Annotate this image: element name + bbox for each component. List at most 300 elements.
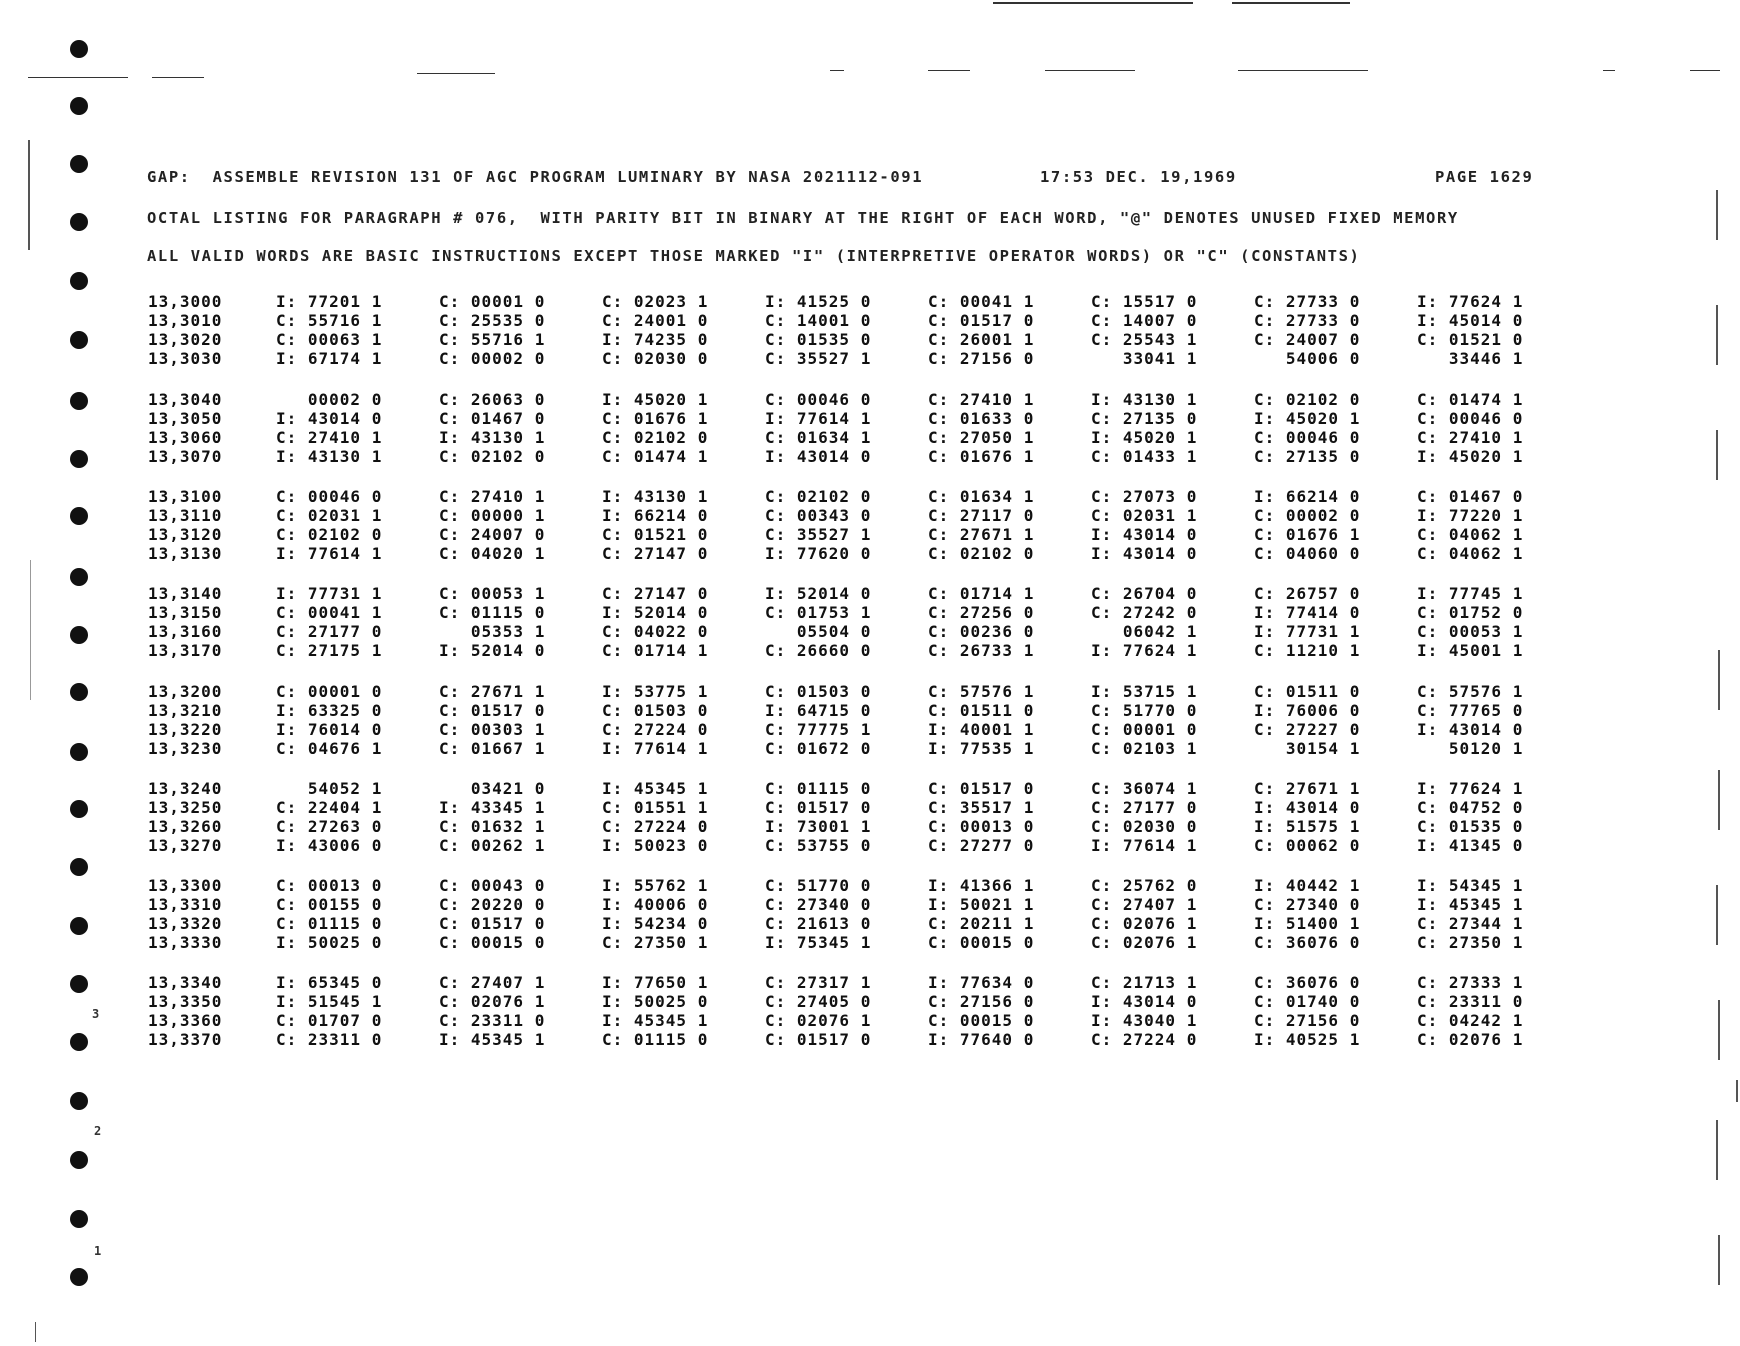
octal-word: C: 01672 0	[765, 739, 872, 758]
octal-word: C: 01752 0	[1417, 603, 1524, 622]
dash-mark	[1238, 70, 1368, 71]
octal-word: I: 76006 0	[1254, 701, 1361, 720]
octal-word: C: 00001 0	[1091, 720, 1198, 739]
octal-word: C: 04062 1	[1417, 544, 1524, 563]
octal-word: I: 77620 0	[765, 544, 872, 563]
left-margin-rule	[30, 560, 31, 700]
octal-word: C: 24007 0	[1254, 330, 1361, 349]
octal-word: C: 27175 1	[276, 641, 383, 660]
octal-word: C: 00236 0	[928, 622, 1035, 641]
octal-word: C: 00013 0	[276, 876, 383, 895]
listing-row	[148, 914, 1580, 933]
edge-tick	[1716, 1120, 1718, 1180]
octal-word: I: 77731 1	[1254, 622, 1361, 641]
octal-word: C: 00046 0	[1254, 428, 1361, 447]
listing-row	[148, 292, 1580, 311]
octal-word: I: 77614 1	[1091, 836, 1198, 855]
octal-word: I: 54345 1	[1417, 876, 1524, 895]
octal-word: C: 27147 0	[602, 584, 709, 603]
octal-word: C: 04062 1	[1417, 525, 1524, 544]
dash-mark	[152, 77, 204, 78]
listing-row	[148, 525, 1580, 544]
row-address: 13,3310	[148, 895, 223, 914]
octal-word: C: 27407 1	[1091, 895, 1198, 914]
dash-mark	[28, 77, 128, 78]
octal-word: C: 24007 0	[439, 525, 546, 544]
octal-word: C: 02102 0	[765, 487, 872, 506]
octal-word: I: 41366 1	[928, 876, 1035, 895]
sprocket-hole	[70, 272, 88, 290]
left-margin-rule	[28, 140, 30, 250]
octal-word: C: 20211 1	[928, 914, 1035, 933]
octal-word: I: 64715 0	[765, 701, 872, 720]
listing-row	[148, 330, 1580, 349]
page-number: PAGE 1629	[1435, 168, 1534, 186]
octal-word: C: 27410 1	[1417, 428, 1524, 447]
octal-word: I: 50021 1	[928, 895, 1035, 914]
row-address: 13,3320	[148, 914, 223, 933]
octal-word: C: 51770 0	[765, 876, 872, 895]
octal-word: C: 27263 0	[276, 817, 383, 836]
listing-row	[148, 992, 1580, 1011]
listing-row	[148, 701, 1580, 720]
dash-mark	[1603, 70, 1615, 71]
octal-word: C: 02102 0	[439, 447, 546, 466]
octal-word: C: 00002 0	[1254, 506, 1361, 525]
octal-word: 30154 1	[1254, 739, 1361, 758]
octal-word: 54006 0	[1254, 349, 1361, 368]
octal-word: 33446 1	[1417, 349, 1524, 368]
octal-word: C: 00053 1	[1417, 622, 1524, 641]
octal-word: 03421 0	[439, 779, 546, 798]
row-address: 13,3150	[148, 603, 223, 622]
row-address: 13,3060	[148, 428, 223, 447]
octal-word: C: 00001 0	[439, 292, 546, 311]
listing-row	[148, 409, 1580, 428]
octal-word: C: 01503 0	[602, 701, 709, 720]
octal-word: C: 27333 1	[1417, 973, 1524, 992]
row-address: 13,3270	[148, 836, 223, 855]
octal-word: I: 43130 1	[276, 447, 383, 466]
octal-word: C: 00013 0	[928, 817, 1035, 836]
edge-tick	[1718, 1000, 1720, 1060]
octal-word: I: 54234 0	[602, 914, 709, 933]
octal-word: I: 45345 1	[602, 1011, 709, 1030]
listing-row	[148, 311, 1580, 330]
octal-word: C: 27410 1	[439, 487, 546, 506]
dash-mark	[1690, 70, 1720, 71]
octal-word: I: 77624 1	[1091, 641, 1198, 660]
octal-word: C: 01714 1	[602, 641, 709, 660]
octal-word: C: 04242 1	[1417, 1011, 1524, 1030]
edge-tick	[1718, 1235, 1720, 1285]
octal-word: C: 01517 0	[765, 1030, 872, 1049]
sprocket-hole	[70, 1033, 88, 1051]
listing-row	[148, 487, 1580, 506]
octal-word: C: 01707 0	[276, 1011, 383, 1030]
sprocket-hole	[70, 213, 88, 231]
listing-row	[148, 544, 1580, 563]
octal-word: C: 02102 0	[1254, 390, 1361, 409]
octal-word: C: 11210 1	[1254, 641, 1361, 660]
octal-word: C: 36074 1	[1091, 779, 1198, 798]
edge-tick	[1718, 650, 1720, 710]
octal-word: C: 00063 1	[276, 330, 383, 349]
octal-word: C: 57576 1	[928, 682, 1035, 701]
octal-word: I: 45345 1	[602, 779, 709, 798]
octal-word: C: 01753 1	[765, 603, 872, 622]
octal-word: C: 27073 0	[1091, 487, 1198, 506]
listing-description: OCTAL LISTING FOR PARAGRAPH # 076, WITH PARITY BIT IN BINARY AT THE RIGHT OF EACH WORD, "@" DENOTES UNUSED FIXED MEMORY	[147, 209, 1459, 227]
listing-row	[148, 390, 1580, 409]
sprocket-hole	[70, 1268, 88, 1286]
listing-block	[148, 876, 1580, 952]
octal-word: I: 43014 0	[1091, 544, 1198, 563]
listing-row	[148, 349, 1580, 368]
octal-word: I: 45001 1	[1417, 641, 1524, 660]
octal-word: I: 43014 0	[1091, 525, 1198, 544]
octal-word: C: 27224 0	[1091, 1030, 1198, 1049]
octal-word: I: 43040 1	[1091, 1011, 1198, 1030]
octal-word: I: 77614 1	[765, 409, 872, 428]
octal-word: C: 00041 1	[276, 603, 383, 622]
sprocket-hole	[70, 507, 88, 525]
octal-word: C: 15517 0	[1091, 292, 1198, 311]
octal-word: C: 01667 1	[439, 739, 546, 758]
row-address: 13,3040	[148, 390, 223, 409]
octal-word: C: 27156 0	[928, 992, 1035, 1011]
listing-row	[148, 933, 1580, 952]
octal-word: C: 27277 0	[928, 836, 1035, 855]
octal-word: I: 43345 1	[439, 798, 546, 817]
row-address: 13,3240	[148, 779, 223, 798]
sprocket-hole	[70, 1092, 88, 1110]
octal-word: C: 24001 0	[602, 311, 709, 330]
octal-word: C: 01634 1	[928, 487, 1035, 506]
octal-word: C: 27224 0	[602, 720, 709, 739]
row-address: 13,3230	[148, 739, 223, 758]
octal-word: I: 41525 0	[765, 292, 872, 311]
octal-word: I: 53775 1	[602, 682, 709, 701]
octal-word: 06042 1	[1091, 622, 1198, 641]
octal-word: I: 77640 0	[928, 1030, 1035, 1049]
octal-word: I: 77650 1	[602, 973, 709, 992]
listing-timestamp: 17:53 DEC. 19,1969	[1040, 168, 1237, 186]
octal-word: C: 27050 1	[928, 428, 1035, 447]
sprocket-hole	[70, 743, 88, 761]
octal-word: C: 00262 1	[439, 836, 546, 855]
octal-word: C: 20220 0	[439, 895, 546, 914]
edge-tick	[1718, 770, 1720, 830]
octal-word: C: 00046 0	[276, 487, 383, 506]
octal-word: 05504 0	[765, 622, 872, 641]
octal-word: C: 27227 0	[1254, 720, 1361, 739]
octal-word: C: 14001 0	[765, 311, 872, 330]
octal-word: C: 01467 0	[439, 409, 546, 428]
octal-word: I: 50023 0	[602, 836, 709, 855]
octal-word: C: 35527 1	[765, 349, 872, 368]
octal-word: C: 00015 0	[928, 933, 1035, 952]
left-margin-rule	[35, 1322, 36, 1342]
octal-word: I: 43014 0	[1091, 992, 1198, 1011]
sprocket-hole	[70, 450, 88, 468]
row-address: 13,3030	[148, 349, 223, 368]
octal-word: I: 77614 1	[276, 544, 383, 563]
listing-row	[148, 1030, 1580, 1049]
octal-word: C: 02031 1	[1091, 506, 1198, 525]
octal-word: C: 02031 1	[276, 506, 383, 525]
octal-word: C: 01467 0	[1417, 487, 1524, 506]
row-address: 13,3340	[148, 973, 223, 992]
octal-word: C: 27340 0	[1254, 895, 1361, 914]
octal-word: C: 27671 1	[1254, 779, 1361, 798]
octal-word: I: 43006 0	[276, 836, 383, 855]
octal-word: C: 27410 1	[928, 390, 1035, 409]
octal-word: I: 50025 0	[276, 933, 383, 952]
octal-word: C: 01517 0	[765, 798, 872, 817]
listing-row	[148, 447, 1580, 466]
octal-word: C: 01535 0	[765, 330, 872, 349]
octal-word: C: 27344 1	[1417, 914, 1524, 933]
octal-word: C: 01517 0	[439, 701, 546, 720]
edge-tick	[1716, 305, 1718, 365]
listing-block	[148, 584, 1580, 660]
octal-word: I: 43014 0	[276, 409, 383, 428]
octal-word: C: 01535 0	[1417, 817, 1524, 836]
octal-word: C: 00043 0	[439, 876, 546, 895]
octal-word: C: 00001 0	[276, 682, 383, 701]
octal-word: C: 01517 0	[928, 779, 1035, 798]
listing-block	[148, 682, 1580, 758]
octal-word: C: 77765 0	[1417, 701, 1524, 720]
octal-word: I: 77201 1	[276, 292, 383, 311]
octal-word: C: 27135 0	[1254, 447, 1361, 466]
octal-word: C: 01634 1	[765, 428, 872, 447]
dash-mark	[830, 70, 844, 71]
octal-word: C: 01474 1	[1417, 390, 1524, 409]
octal-word: C: 27117 0	[928, 506, 1035, 525]
octal-word: I: 51575 1	[1254, 817, 1361, 836]
octal-word: C: 04022 0	[602, 622, 709, 641]
octal-word: C: 27671 1	[928, 525, 1035, 544]
listing-row	[148, 506, 1580, 525]
octal-word: C: 00046 0	[1417, 409, 1524, 428]
octal-word: C: 00002 0	[439, 349, 546, 368]
octal-word: I: 67174 1	[276, 349, 383, 368]
octal-word: 54052 1	[276, 779, 383, 798]
octal-word: C: 02102 0	[276, 525, 383, 544]
octal-word: C: 04676 1	[276, 739, 383, 758]
octal-word: C: 01115 0	[602, 1030, 709, 1049]
row-address: 13,3370	[148, 1030, 223, 1049]
row-address: 13,3110	[148, 506, 223, 525]
octal-word: I: 66214 0	[1254, 487, 1361, 506]
sprocket-hole	[70, 975, 88, 993]
octal-word: I: 77535 1	[928, 739, 1035, 758]
listing-row	[148, 584, 1580, 603]
octal-word: I: 45020 1	[1417, 447, 1524, 466]
octal-word: C: 02103 1	[1091, 739, 1198, 758]
row-address: 13,3120	[148, 525, 223, 544]
row-address: 13,3260	[148, 817, 223, 836]
octal-word: I: 75345 1	[765, 933, 872, 952]
listing-row	[148, 428, 1580, 447]
octal-word: C: 26704 0	[1091, 584, 1198, 603]
sprocket-hole	[70, 40, 88, 58]
row-address: 13,3070	[148, 447, 223, 466]
octal-word: C: 01521 0	[1417, 330, 1524, 349]
octal-word: C: 02076 1	[1091, 914, 1198, 933]
edge-tick	[1716, 430, 1718, 480]
octal-word: I: 45020 1	[602, 390, 709, 409]
sprocket-hole	[70, 1210, 88, 1228]
octal-word: C: 36076 0	[1254, 973, 1361, 992]
octal-word: C: 01632 1	[439, 817, 546, 836]
octal-word: 00002 0	[276, 390, 383, 409]
row-address: 13,3220	[148, 720, 223, 739]
octal-word: C: 00303 1	[439, 720, 546, 739]
octal-word: C: 00343 0	[765, 506, 872, 525]
octal-word: C: 27317 1	[765, 973, 872, 992]
octal-word: I: 45020 1	[1091, 428, 1198, 447]
listing-row	[148, 739, 1580, 758]
octal-word: C: 04020 1	[439, 544, 546, 563]
octal-word: C: 51770 0	[1091, 701, 1198, 720]
octal-word: C: 02076 1	[439, 992, 546, 1011]
dash-mark	[928, 70, 970, 71]
listing-row	[148, 973, 1580, 992]
octal-word: C: 26001 1	[928, 330, 1035, 349]
octal-word: C: 04060 0	[1254, 544, 1361, 563]
octal-word: I: 76014 0	[276, 720, 383, 739]
octal-word: C: 35527 1	[765, 525, 872, 544]
octal-word: C: 01676 1	[1254, 525, 1361, 544]
listing-block	[148, 292, 1580, 368]
octal-word: C: 26757 0	[1254, 584, 1361, 603]
margin-number: 2	[94, 1124, 102, 1138]
octal-word: I: 41345 0	[1417, 836, 1524, 855]
octal-word: C: 01115 0	[439, 603, 546, 622]
octal-word: I: 43130 1	[1091, 390, 1198, 409]
octal-word: I: 52014 0	[602, 603, 709, 622]
octal-word: C: 27733 0	[1254, 292, 1361, 311]
octal-word: C: 00062 0	[1254, 836, 1361, 855]
octal-word: C: 01521 0	[602, 525, 709, 544]
row-address: 13,3300	[148, 876, 223, 895]
row-address: 13,3200	[148, 682, 223, 701]
octal-word: I: 43014 0	[1254, 798, 1361, 817]
octal-word: I: 77614 1	[602, 739, 709, 758]
octal-word: C: 53755 0	[765, 836, 872, 855]
octal-word: C: 23311 0	[276, 1030, 383, 1049]
octal-word: I: 74235 0	[602, 330, 709, 349]
octal-word: I: 52014 0	[765, 584, 872, 603]
octal-word: C: 27410 1	[276, 428, 383, 447]
octal-word: I: 63325 0	[276, 701, 383, 720]
octal-word: C: 23311 0	[439, 1011, 546, 1030]
octal-word: C: 27733 0	[1254, 311, 1361, 330]
octal-word: C: 02076 1	[765, 1011, 872, 1030]
dash-mark	[417, 73, 495, 74]
octal-word: C: 27350 1	[602, 933, 709, 952]
row-address: 13,3020	[148, 330, 223, 349]
octal-word: C: 27224 0	[602, 817, 709, 836]
octal-word: C: 26063 0	[439, 390, 546, 409]
octal-word: C: 77775 1	[765, 720, 872, 739]
octal-word: I: 40525 1	[1254, 1030, 1361, 1049]
octal-word: I: 45345 1	[439, 1030, 546, 1049]
listing-row	[148, 1011, 1580, 1030]
listing-row	[148, 798, 1580, 817]
octal-word: I: 51545 1	[276, 992, 383, 1011]
listing-row	[148, 817, 1580, 836]
octal-word: I: 40442 1	[1254, 876, 1361, 895]
octal-word: 05353 1	[439, 622, 546, 641]
octal-word: I: 43130 1	[439, 428, 546, 447]
listing-row	[148, 779, 1580, 798]
sprocket-hole	[70, 858, 88, 876]
listing-legend: ALL VALID WORDS ARE BASIC INSTRUCTIONS EXCEPT THOSE MARKED "I" (INTERPRETIVE OPERATOR WORDS) OR "C" (CONSTANTS)	[147, 247, 1361, 265]
edge-tick	[1716, 190, 1718, 240]
sprocket-hole	[70, 331, 88, 349]
octal-word: I: 77220 1	[1417, 506, 1524, 525]
listing-row	[148, 622, 1580, 641]
octal-word: I: 77624 1	[1417, 779, 1524, 798]
octal-word: I: 53715 1	[1091, 682, 1198, 701]
octal-word: C: 02030 0	[1091, 817, 1198, 836]
octal-word: I: 45014 0	[1417, 311, 1524, 330]
octal-word: I: 77745 1	[1417, 584, 1524, 603]
sprocket-hole	[70, 626, 88, 644]
octal-word: C: 23311 0	[1417, 992, 1524, 1011]
row-address: 13,3010	[148, 311, 223, 330]
octal-word: C: 27256 0	[928, 603, 1035, 622]
octal-word: C: 25535 0	[439, 311, 546, 330]
octal-word: C: 26660 0	[765, 641, 872, 660]
listing-title: GAP: ASSEMBLE REVISION 131 OF AGC PROGRAM LUMINARY BY NASA 2021112-091	[147, 168, 924, 186]
listing-row	[148, 720, 1580, 739]
octal-word: C: 01503 0	[765, 682, 872, 701]
octal-word: I: 51400 1	[1254, 914, 1361, 933]
listing-row	[148, 641, 1580, 660]
octal-word: C: 27405 0	[765, 992, 872, 1011]
octal-word: C: 02076 1	[1417, 1030, 1524, 1049]
octal-word: I: 77634 0	[928, 973, 1035, 992]
octal-word: I: 43130 1	[602, 487, 709, 506]
octal-word: C: 01474 1	[602, 447, 709, 466]
octal-word: C: 04752 0	[1417, 798, 1524, 817]
octal-word: 33041 1	[1091, 349, 1198, 368]
octal-word: C: 27135 0	[1091, 409, 1198, 428]
octal-word: C: 00046 0	[765, 390, 872, 409]
octal-word: C: 01511 0	[928, 701, 1035, 720]
listing-row	[148, 876, 1580, 895]
octal-word: C: 00015 0	[439, 933, 546, 952]
listing-row	[148, 682, 1580, 701]
octal-word: I: 45020 1	[1254, 409, 1361, 428]
octal-word: C: 57576 1	[1417, 682, 1524, 701]
row-address: 13,3250	[148, 798, 223, 817]
octal-word: I: 65345 0	[276, 973, 383, 992]
octal-word: C: 02030 0	[602, 349, 709, 368]
dash-mark	[1045, 70, 1135, 71]
listing-block	[148, 973, 1580, 1049]
octal-word: I: 77624 1	[1417, 292, 1524, 311]
sprocket-hole	[70, 97, 88, 115]
octal-word: C: 27350 1	[1417, 933, 1524, 952]
octal-word: C: 01676 1	[928, 447, 1035, 466]
octal-word: I: 73001 1	[765, 817, 872, 836]
